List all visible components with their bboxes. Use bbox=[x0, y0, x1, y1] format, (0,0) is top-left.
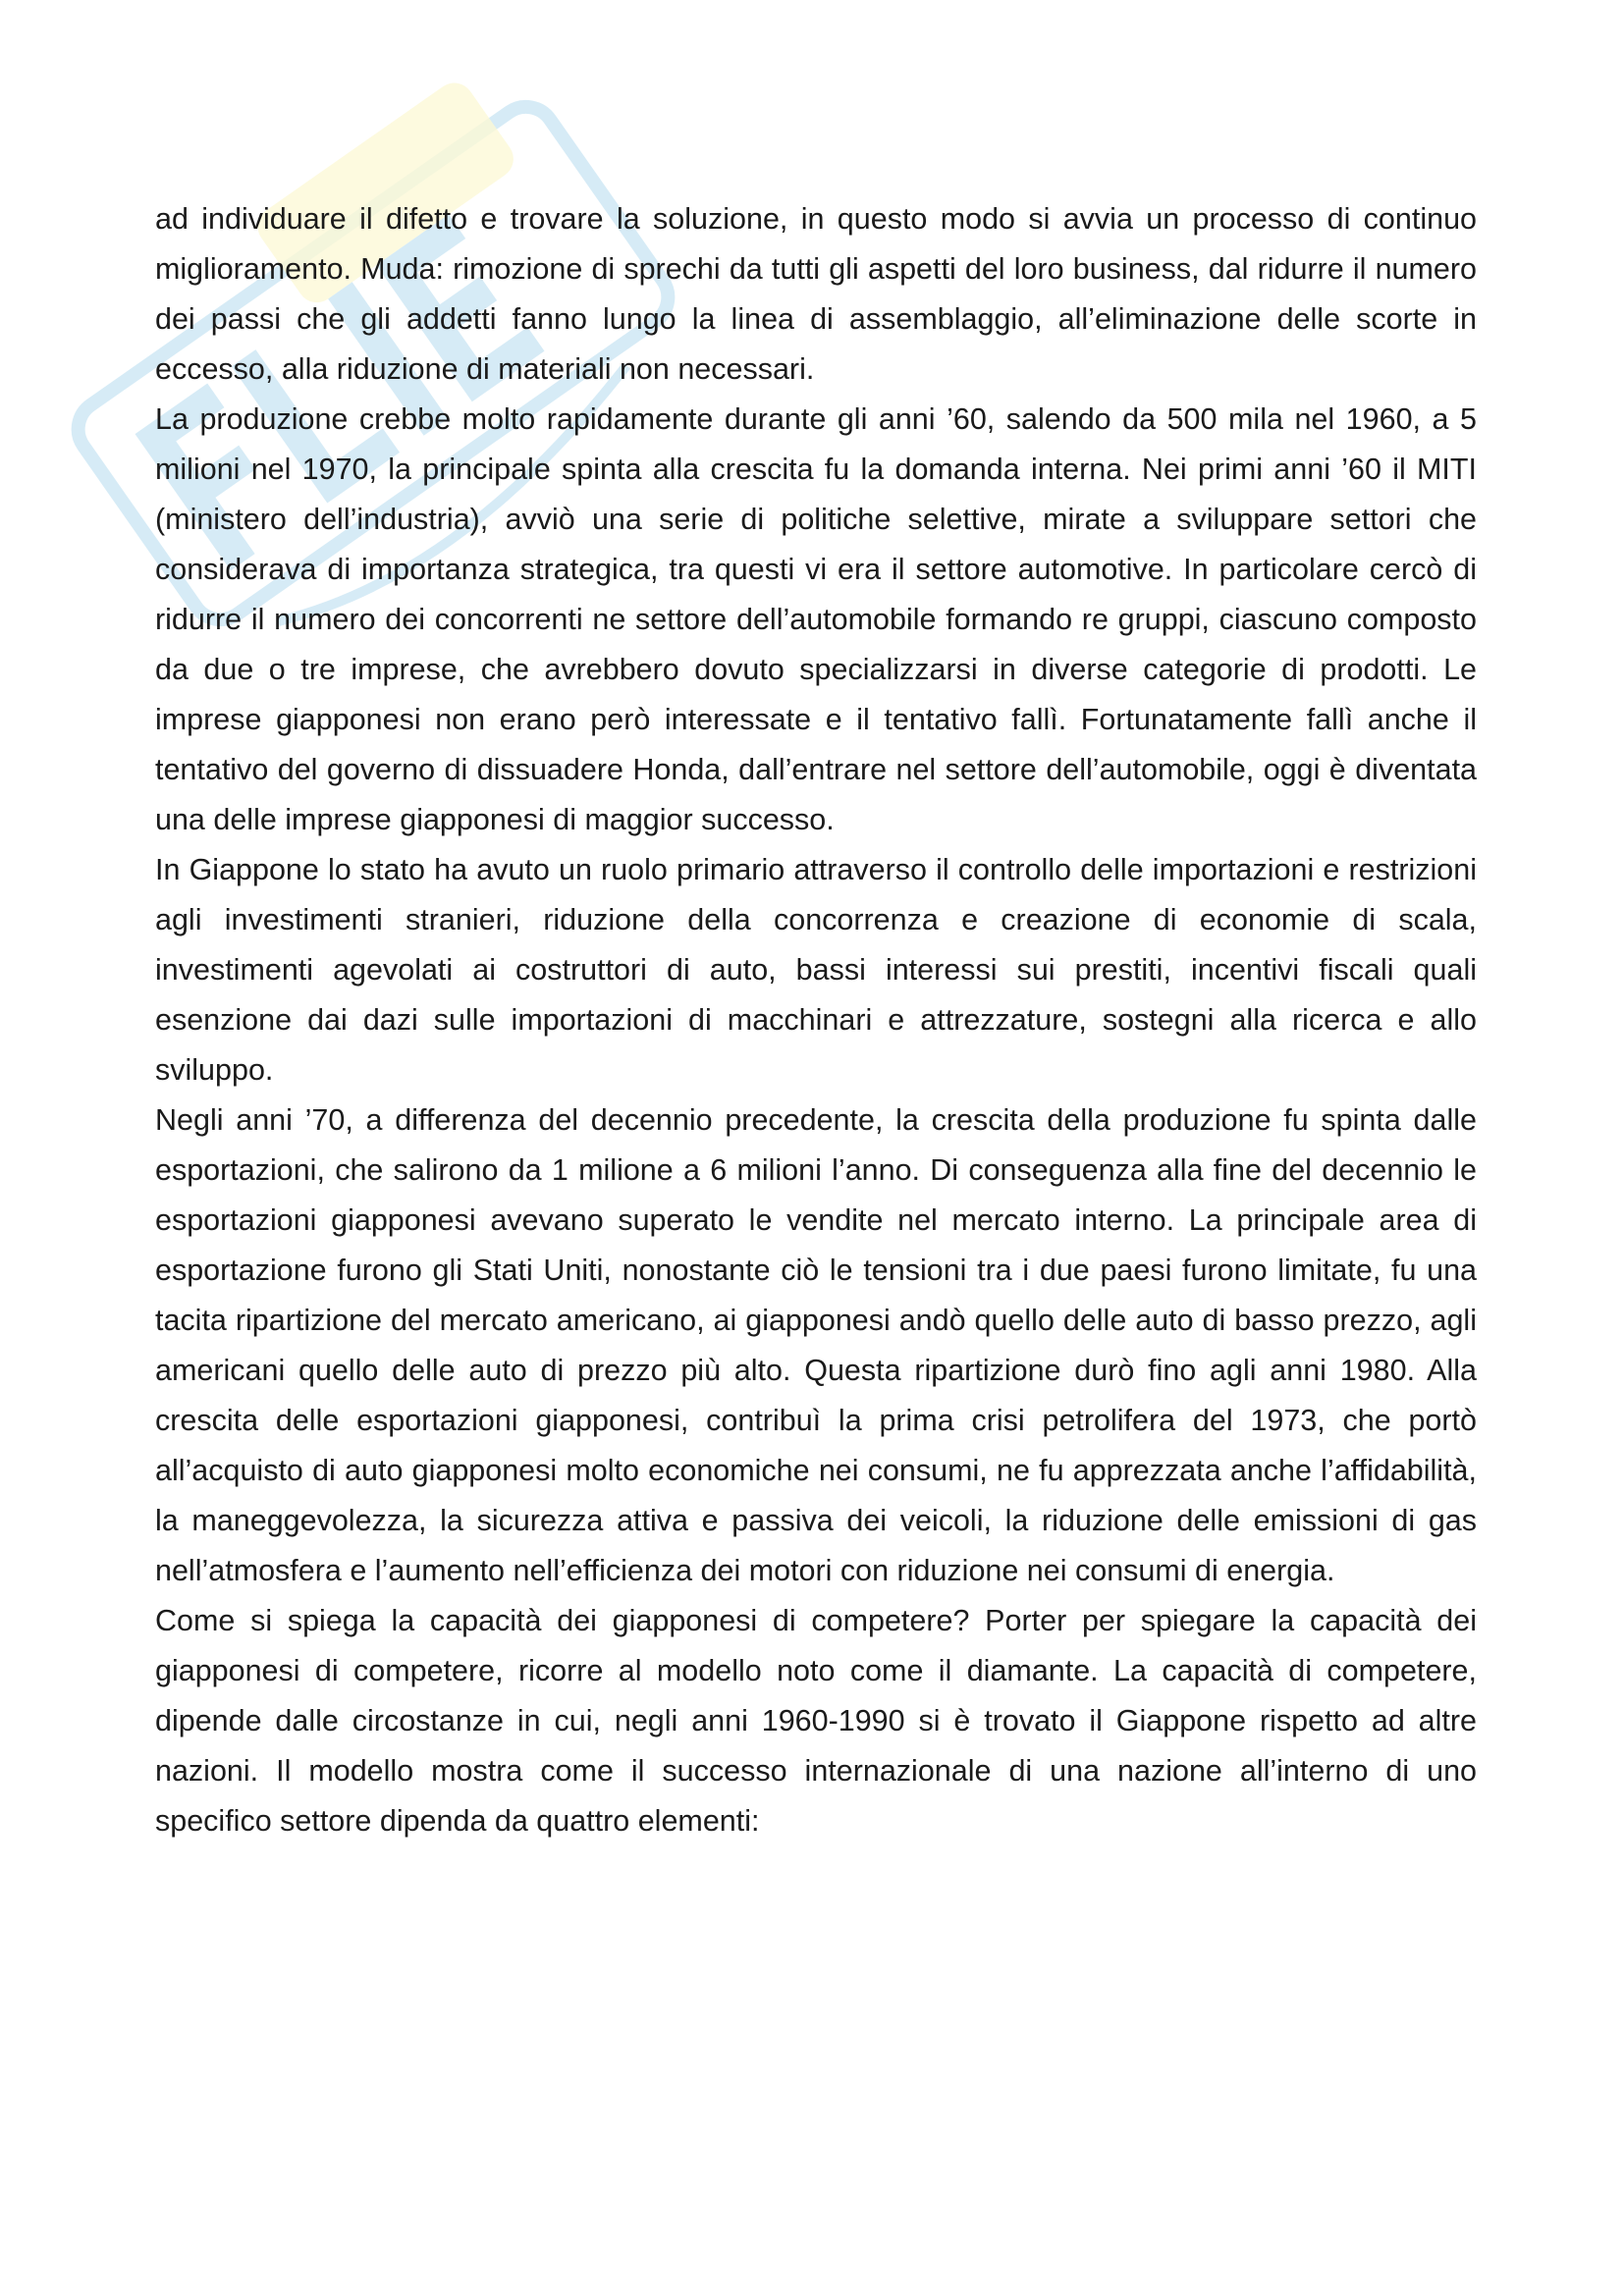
paragraph: ad individuare il difetto e trovare la soluzione, in questo modo si avvia un processo di continuo miglioramento. Muda: rimozione di sprechi da tutti gli aspetti del loro business, dal ridurre il numero dei passi che gli addetti fanno lungo la linea di assemblaggio, all’eliminazione delle scorte in eccesso, alla riduzione di materiali non necessari. bbox=[155, 202, 1477, 386]
paragraph: In Giappone lo stato ha avuto un ruolo primario attraverso il controllo delle importazioni e restrizioni agli investimenti stranieri, riduzione della concorrenza e creazione di economie di scala, investimenti agevolati ai costruttori di auto, bassi interessi sui prestiti, incentivi fiscali quali esenzione dai dazi sulle importazioni di macchinari e attrezzature, sostegni alla ricerca e allo sviluppo. bbox=[155, 853, 1477, 1087]
paragraph: Negli anni ’70, a differenza del decennio precedente, la crescita della produzione fu spinta dalle esportazioni, che salirono da 1 milione a 6 milioni l’anno. Di conseguenza alla fine del decennio le esportazioni giapponesi avevano superato le vendite nel mercato interno. La principale area di esportazione furono gli Stati Uniti, nonostante ciò le tensioni tra i due paesi furono limitate, fu una tacita ripartizione del mercato americano, ai giapponesi andò quello delle auto di basso prezzo, agli americani quello delle auto di prezzo più alto. Questa ripartizione durò fino agli anni 1980. Alla crescita delle esportazioni giapponesi, contribuì la prima crisi petrolifera del 1973, che portò all’acquisto di auto giapponesi molto economiche nei consumi, ne fu apprezzata anche l’affidabilità, la maneggevolezza, la sicurezza attiva e passiva dei veicoli, la riduzione delle emissioni di gas nell’atmosfera e l’aumento nell’efficienza dei motori con riduzione nei consumi di energia. bbox=[155, 1103, 1477, 1587]
paragraph: La produzione crebbe molto rapidamente durante gli anni ’60, salendo da 500 mila nel 1960, a 5 milioni nel 1970, la principale spinta alla crescita fu la domanda interna. Nei primi anni ’60 il MITI (ministero dell’industria), avviò una serie di politiche selettive, mirate a sviluppare settori che considerava di importanza strategica, tra questi vi era il settore automotive. In particolare cercò di ridurre il numero dei concorrenti ne settore dell’automobile formando re gruppi, ciascuno composto da due o tre imprese, che avrebbero dovuto specializzarsi in diverse categorie di prodotti. Le imprese giapponesi non erano però interessate e il tentativo fallì. Fortunatamente fallì anche il tentativo del governo di dissuadere Honda, dall’entrare nel settore dell’automobile, oggi è diventata una delle imprese giapponesi di maggior successo. bbox=[155, 402, 1477, 836]
paragraph: Come si spiega la capacità dei giapponesi di competere? Porter per spiegare la capacità dei giapponesi di competere, ricorre al modello noto come il diamante. La capacità di competere, dipende dalle circostanze in cui, negli anni 1960-1990 si è trovato il Giappone rispetto ad altre nazioni. Il modello mostra come il successo internazionale di una nazione all’interno di uno specifico settore dipenda da quattro elementi: bbox=[155, 1604, 1477, 1838]
document-body bbox=[155, 194, 1477, 1846]
